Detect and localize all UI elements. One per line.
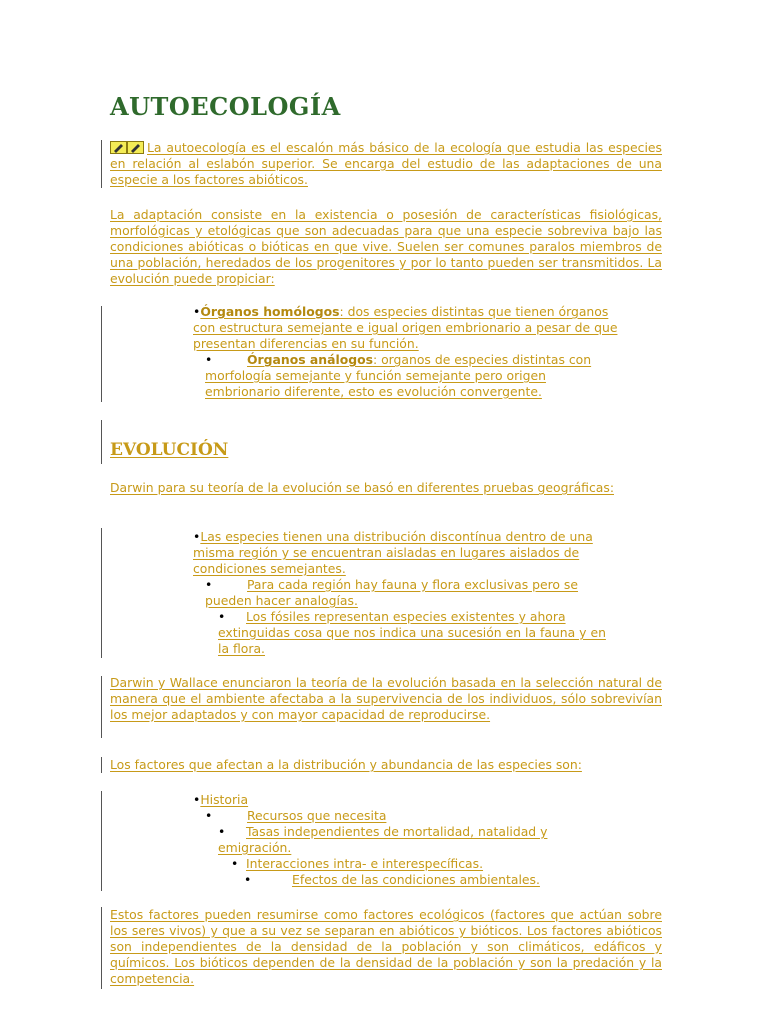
paragraph-autoecologia[interactable]: La autoecología es el escalón más básico de la ecología que estudia las especies en relación al eslabón superior. Se encarga del estudio de las adaptaciones de una especie a los factores abióticos. <box>110 140 662 187</box>
list-item-analogos[interactable]: • Órganos análogos: organos de especies distintas con morfología semejante y función semejante pero origen embrionario diferente, esto es evolución convergente. <box>205 352 592 399</box>
list-item-recursos[interactable]: • Recursos que necesita <box>205 808 387 823</box>
list-item-historia[interactable]: •Historia <box>193 792 249 807</box>
revision-bar <box>101 528 102 658</box>
list-item-interacciones[interactable]: • Interacciones intra- e interespecíficas. <box>231 856 484 871</box>
paragraph-darwin-pruebas[interactable]: Darwin para su teoría de la evolución se basó en diferentes pruebas geográficas: <box>110 480 614 495</box>
paragraph-factores-intro[interactable]: Los factores que afectan a la distribución y abundancia de las especies son: <box>110 757 582 772</box>
paragraph-darwin-wallace[interactable]: Darwin y Wallace enunciaron la teoría de la evolución basada en la selección natural de manera que el ambiente afectaba a la supervivencia de los individuos, sólo sobrevivían los mejor adaptados y con mayor capacidad de reproducirse. <box>110 675 662 722</box>
list-item-efectos[interactable]: • Efectos de las condiciones ambientales. <box>244 872 540 887</box>
list-item-fauna-flora[interactable]: • Para cada región hay fauna y flora exclusivas pero se pueden hacer analogías. <box>205 577 579 608</box>
list-item-homologos[interactable]: •Órganos homólogos: dos especies distintas que tienen órganos con estructura semejante e igual origen embrionario a pesar de que presentan diferencias en su función. <box>193 304 618 351</box>
list-item-distribucion[interactable]: •Las especies tienen una distribución discontínua dentro de una misma región y se encuentran aisladas en lugares aislados de condiciones semejantes. <box>193 529 593 576</box>
list-item-tasas[interactable]: • Tasas independientes de mortalidad, natalidad y emigración. <box>218 824 548 855</box>
revision-bar <box>101 420 102 464</box>
revision-bar <box>101 907 102 989</box>
heading-evolucion[interactable]: EVOLUCIÓN <box>110 440 229 460</box>
revision-bar <box>101 140 102 188</box>
revision-bar <box>101 757 102 773</box>
pencil-icon <box>110 141 144 154</box>
list-item-fosiles[interactable]: • Los fósiles representan especies existentes y ahora extinguidas cosa que nos indica una sucesión en la fauna y en la flora. <box>218 609 606 656</box>
paragraph-factores-resumen[interactable]: Estos factores pueden resumirse como factores ecológicos (factores que actúan sobre los seres vivos) y que a su vez se separan en abióticos y bióticos. Los factores abióticos son independientes de la densidad de la población y son climáticos, edáficos y químicos. Los bióticos dependen de la densidad de la población y son la predación y la competencia. <box>110 907 662 986</box>
revision-bar <box>101 791 102 891</box>
revision-bar <box>101 306 102 402</box>
revision-bar <box>101 676 102 738</box>
paragraph-adaptacion[interactable]: La adaptación consiste en la existencia o posesión de características fisiológicas, morfológicas y etológicas que son adecuadas para que una especie sobreviva bajo las condiciones abióticas o bióticas en que vive. Suelen ser comunes paralos miembros de una población, heredados de los progenitores y por lo tanto pueden ser transmitidos. La evolución puede propiciar: <box>110 207 662 286</box>
heading-autoecologia: AUTOECOLOGÍA <box>110 92 341 121</box>
